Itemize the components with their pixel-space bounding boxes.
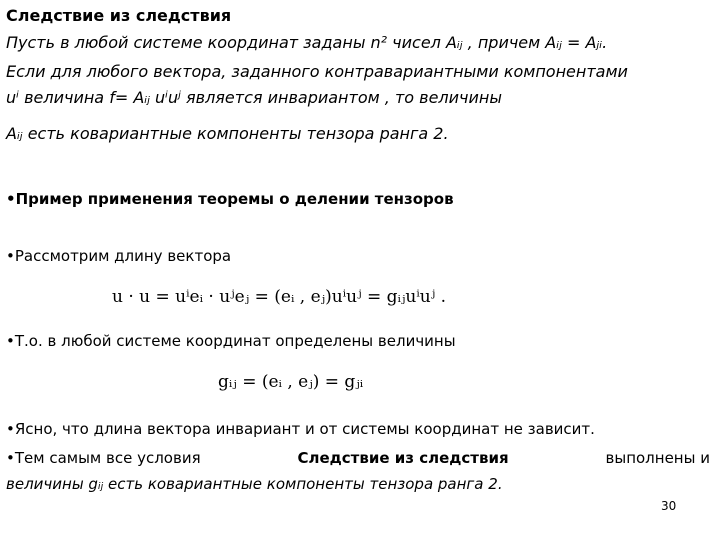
bullet-conclusion: величины gᵢⱼ есть ковариантные компоненты тензора ранга 2.: [6, 475, 503, 493]
paragraph-line-1: Пусть в любой системе координат заданы n² чисел Aᵢⱼ , причем Aᵢⱼ = Aⱼᵢ.: [6, 33, 608, 52]
bullet-conditions-bold: Следствие из следствия: [297, 449, 509, 467]
bullet-conditions-end: выполнены и: [605, 449, 710, 467]
paragraph-line-3: uⁱ величина f= Aᵢⱼ uⁱuʲ является инвариантом , то величины: [6, 88, 502, 107]
slide-title: Следствие из следствия: [6, 6, 232, 25]
bullet-example: •Пример применения теоремы о делении тензоров: [6, 190, 454, 208]
bullet-vector-length: •Рассмотрим длину вектора: [6, 247, 232, 265]
paragraph-line-2: Если для любого вектора, заданного контравариантными компонентами: [6, 62, 628, 81]
paragraph-line-4: Aᵢⱼ есть ковариантные компоненты тензора ранга 2.: [6, 124, 449, 143]
formula-metric: gᵢⱼ = (eᵢ , eⱼ) = gⱼᵢ: [218, 372, 364, 392]
bullet-conditions-start: •Тем самым все условия: [6, 449, 201, 467]
bullet-defined-quantities: •Т.о. в любой системе координат определены величины: [6, 332, 456, 350]
formula-dot-product: u · u = uⁱeᵢ · uʲeⱼ = (eᵢ , eⱼ)uⁱuʲ = gᵢⱼuⁱuʲ .: [112, 287, 447, 307]
bullet-conditions: [6, 449, 710, 467]
bullet-invariant: •Ясно, что длина вектора инвариант и от системы координат не зависит.: [6, 420, 595, 438]
page-number: 30: [661, 499, 677, 513]
